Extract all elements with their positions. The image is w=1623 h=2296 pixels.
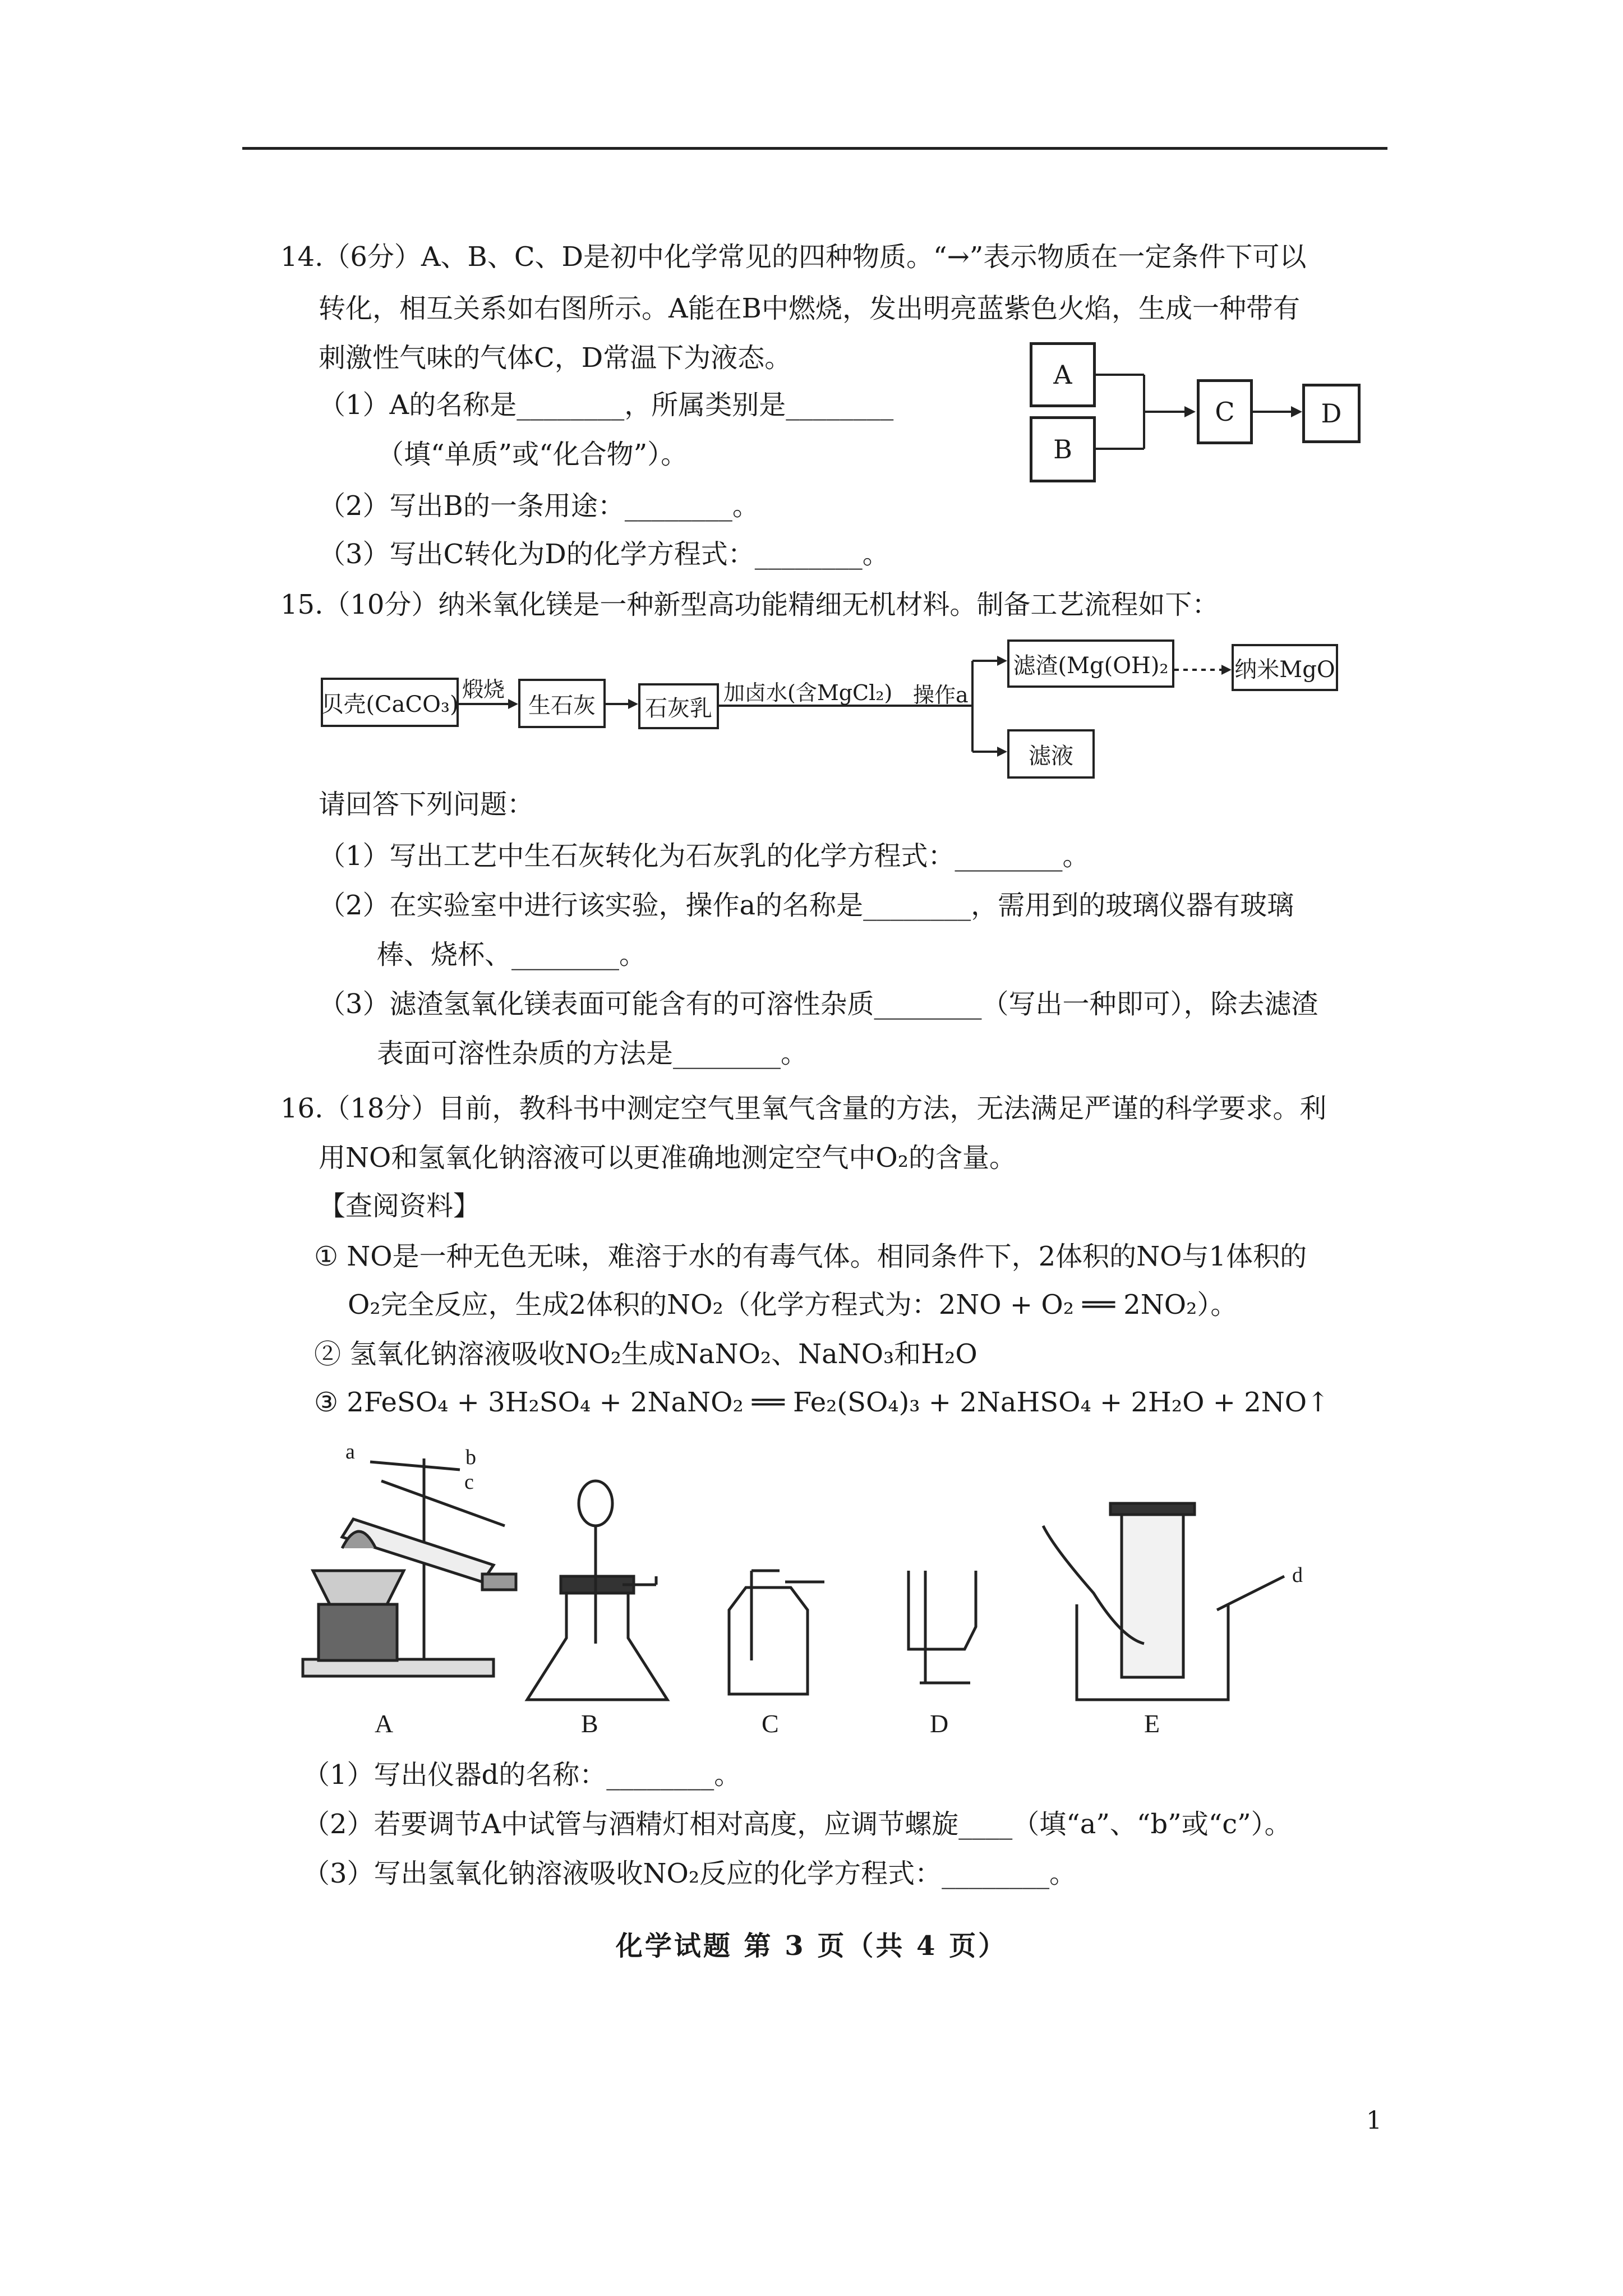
q14-line2: 转化，相互关系如右图所示。A能在B中燃烧，发出明亮蓝紫色火焰，生成一种带有 (319, 293, 1300, 324)
apparatus-a-base (303, 1659, 494, 1676)
apparatus-label-a: A (375, 1709, 394, 1738)
q14-sub2: （2）写出B的一条用途：________。 (319, 490, 759, 522)
flow-brine-label: 加卤水(含MgCl₂) (723, 680, 893, 705)
apparatus-b-flask (527, 1588, 667, 1700)
q16-ref-2: ② 氢氧化钠溶液吸收NO₂生成NaNO₂、NaNO₃和H₂O (314, 1338, 978, 1370)
q14-box-c: C (1197, 379, 1253, 444)
flow-nano-mgo: 纳米MgO (1232, 644, 1338, 691)
q15-sub3b: 表面可溶性杂质的方法是________。 (377, 1038, 808, 1069)
q14-box-b: B (1030, 416, 1096, 482)
q14-sub3: （3）写出C转化为D的化学方程式：________。 (319, 539, 889, 570)
flow-residue: 滤渣(Mg(OH)₂ (1007, 639, 1174, 688)
q15-sub2: （2）在实验室中进行该实验，操作a的名称是________，需用到的玻璃仪器有玻璃 (319, 890, 1294, 921)
q16-sub1: （1）写出仪器d的名称：________。 (303, 1759, 741, 1791)
flow-shell: 贝壳(CaCO₃) (321, 678, 459, 727)
q16-ref-1b: O₂完全反应，生成2体积的NO₂（化学方程式为：2NO + O₂ ══ 2NO₂）。 (348, 1289, 1238, 1320)
flow-calcine-label: 煅烧 (462, 677, 505, 702)
q16-ref-3: ③ 2FeSO₄ + 3H₂SO₄ + 2NaNO₂ ══ Fe₂(SO₄)₃ + 2NaHSO₄ + 2H₂O + 2NO↑ (314, 1387, 1330, 1418)
apparatus-a-label-a: a (345, 1440, 355, 1464)
apparatus-label-d: D (930, 1709, 949, 1738)
q14-box-d: D (1302, 384, 1361, 443)
apparatus-label-c: C (762, 1709, 779, 1738)
q16-ref-1: ① NO是一种无色无味，难溶于水的有毒气体。相同条件下，2体积的NO与1体积的 (314, 1241, 1307, 1272)
q15-sub2b: 棒、烧杯、________。 (377, 939, 647, 970)
apparatus-a-lamp-box (319, 1604, 397, 1660)
q14-sub1: （1）A的名称是________，所属类别是________ (319, 389, 894, 421)
q14-line3: 刺激性气味的气体C，D常温下为液态。 (319, 342, 792, 374)
page-number: 1 (1366, 2106, 1382, 2135)
apparatus-label-b: B (581, 1709, 598, 1738)
q16-ref-title: 【查阅资料】 (319, 1190, 481, 1222)
page-footer: 化学试题 第 3 页（共 4 页） (615, 1930, 1008, 1962)
apparatus-a-test-tube (342, 1519, 494, 1582)
q14-line1: 14.（6分）A、B、C、D是初中化学常见的四种物质。“→”表示物质在一定条件下可以 (280, 241, 1307, 273)
q16-line2: 用NO和氢氧化钠溶液可以更准确地测定空气中O₂的含量。 (319, 1142, 1016, 1174)
flow-limemilk: 石灰乳 (638, 683, 719, 729)
apparatus-c-bottle (729, 1588, 808, 1694)
apparatus-b-funnel (579, 1481, 612, 1526)
apparatus-e-trough (1077, 1604, 1228, 1700)
apparatus-e-cylinder (1122, 1509, 1183, 1677)
flow-quicklime: 生石灰 (518, 679, 606, 728)
apparatus-label-e: E (1144, 1709, 1160, 1738)
q15-sub3: （3）滤渣氢氧化镁表面可能含有的可溶性杂质________（写出一种即可），除去滤渣 (319, 988, 1318, 1020)
apparatus-a-label-b: b (465, 1446, 476, 1469)
apparatus-a-label-c: c (464, 1470, 474, 1494)
q16-sub3: （3）写出氢氧化钠溶液吸收NO₂反应的化学方程式：________。 (303, 1858, 1077, 1889)
apparatus-d-bottle (909, 1571, 976, 1649)
q16-sub2: （2）若要调节A中试管与酒精灯相对高度，应调节螺旋____（填“a”、“b”或“c”）。 (303, 1809, 1292, 1840)
apparatus-e-tube (1043, 1526, 1144, 1644)
q15-sub1: （1）写出工艺中生石灰转化为石灰乳的化学方程式：________。 (319, 840, 1090, 872)
q16-line1: 16.（18分）目前，教科书中测定空气里氧气含量的方法，无法满足严谨的科学要求。利 (280, 1093, 1327, 1124)
q15-line1: 15.（10分）纳米氧化镁是一种新型高功能精细无机材料。制备工艺流程如下： (280, 589, 1219, 620)
flow-op-a-label: 操作a (913, 683, 969, 707)
top-rule (242, 147, 1387, 150)
q15-prompt: 请回答下列问题： (319, 789, 534, 820)
apparatus-e-label-d: d (1292, 1563, 1303, 1587)
flow-filtrate: 滤液 (1007, 729, 1095, 779)
q14-box-a: A (1030, 342, 1096, 407)
q14-sub1b: （填“单质”或“化合物”）。 (377, 439, 688, 470)
